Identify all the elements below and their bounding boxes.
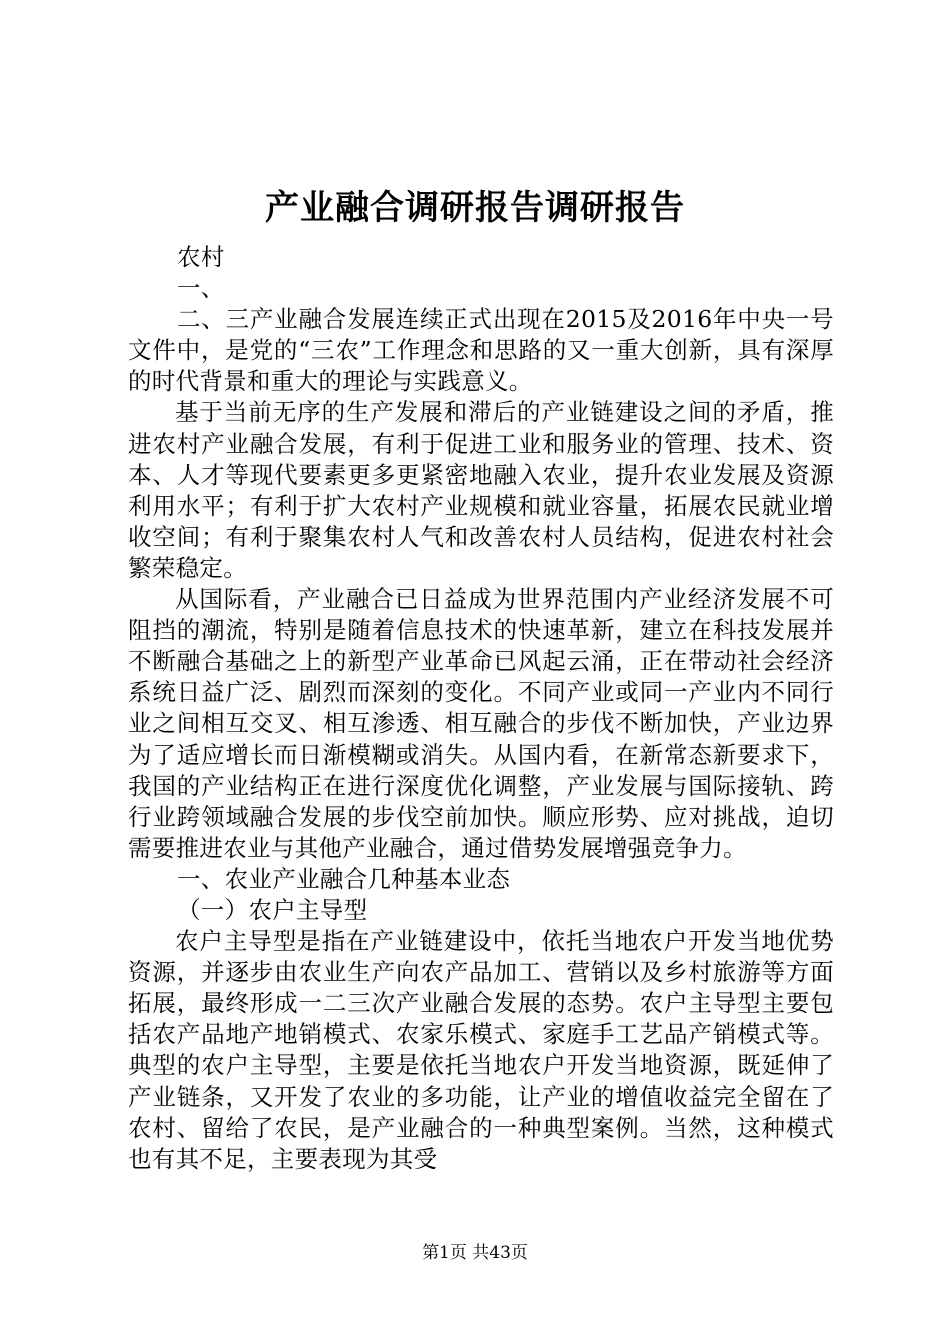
document-body [128,242,834,1175]
document-title: 产业融合调研报告调研报告 [265,188,685,228]
paragraph-4: 基于当前无序的生产发展和滞后的产业链建设之间的矛盾，推进农村产业融合发展，有利于促进工业和服务业的管理、技术、资本、人才等现代要素更多更紧密地融入农业，提升农业发展及资源利用水平；有利于扩大农村产业规模和就业容量，拓展农民就业增收空间；有利于聚集农村人气和改善农村人员结构，促进农村社会繁荣稳定。 [128,398,834,582]
page-number-footer: 第1页 共43页 [422,1243,528,1263]
subsection-heading-1: （一）农户主导型 [177,895,368,924]
paragraph-1: 农村 [177,243,225,271]
section-heading-1: 一、农业产业融合几种基本业态 [177,864,511,893]
paragraph-6: 农户主导型是指在产业链建设中，依托当地农户开发当地优势资源，并逐步由农业生产向农产品加工、营销以及乡村旅游等方面拓展，最终形成一二三次产业融合发展的态势。农户主导型主要包括农产品地产地销模式、农家乐模式、家庭手工艺品产销模式等。典型的农户主导型，主要是依托当地农户开发当地资源，既延伸了产业链条，又开发了农业的多功能，让产业的增值收益完全留在了农村、留给了农民，是产业融合的一种典型案例。当然，这种模式也有其不足，主要表现为其受 [128,927,834,1173]
paragraph-2: 一、 [177,274,225,303]
paragraph-3: 二、三产业融合发展连续正式出现在2015及2016年中央一号文件中，是党的“三农”工作理念和思路的又一重大创新，具有深厚的时代背景和重大的理论与实践意义。 [128,305,834,396]
paragraph-5: 从国际看，产业融合已日益成为世界范围内产业经济发展不可阻挡的潮流，特别是随着信息技术的快速革新，建立在科技发展并不断融合基础之上的新型产业革命已风起云涌，正在带动社会经济系统日益广泛、剧烈而深刻的变化。不同产业或同一产业内不同行业之间相互交叉、相互渗透、相互融合的步伐不断加快，产业边界为了适应增长而日渐模糊或消失。从国内看，在新常态新要求下，我国的产业结构正在进行深度优化调整，产业发展与国际接轨、跨行业跨领域融合发展的步伐空前加快。顺应形势、应对挑战，迫切需要推进农业与其他产业融合，通过借势发展增强竞争力。 [128,585,834,862]
